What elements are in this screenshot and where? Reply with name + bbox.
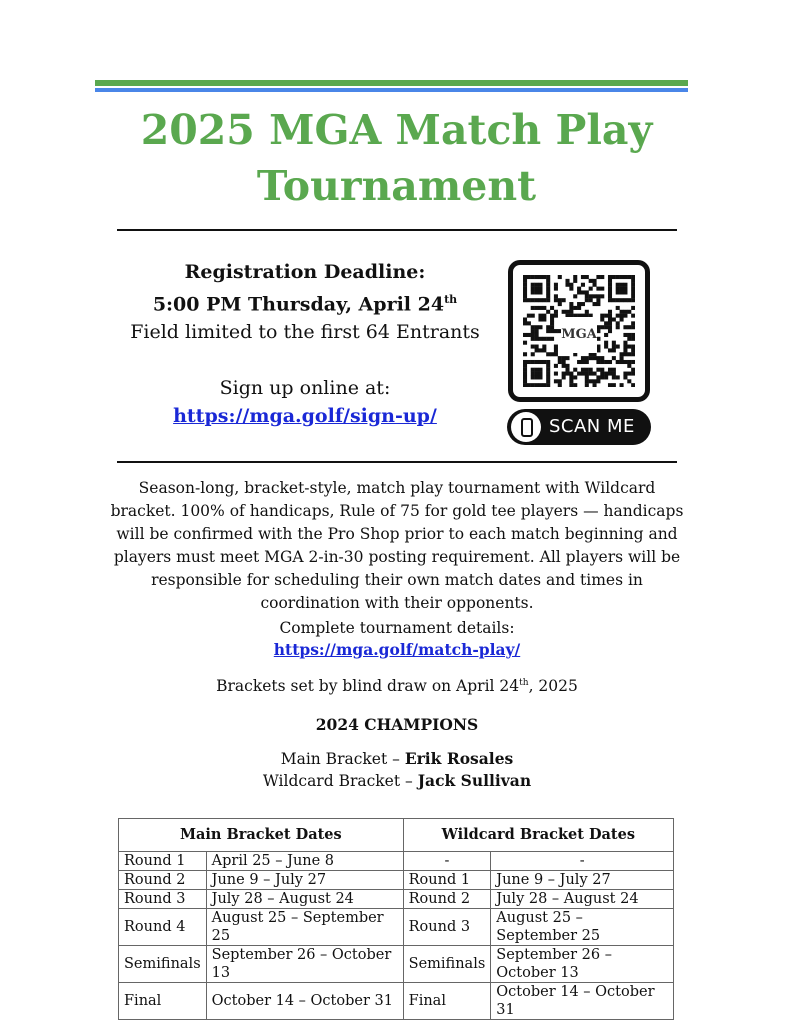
champions-heading: 2024 CHAMPIONS <box>315 715 479 734</box>
table-cell: June 9 – July 27 <box>206 871 403 890</box>
table-cell: Round 2 <box>403 890 491 909</box>
registration-deadline: 5:00 PM Thursday, April 24th <box>152 293 458 316</box>
table-row <box>119 909 674 946</box>
table-cell: September 26 – October 13 <box>206 946 403 983</box>
divider-middle <box>117 461 677 463</box>
field-limit: Field limited to the first 64 Entrants <box>130 321 480 344</box>
signup-link[interactable]: https://mga.golf/sign-up/ <box>173 405 437 428</box>
champion-main: Main Bracket – Erik Rosales <box>280 749 514 768</box>
table-cell: July 28 – August 24 <box>206 890 403 909</box>
bracket-dates-table <box>118 818 674 1020</box>
table-cell: Final <box>403 983 491 1020</box>
table-cell: October 14 – October 31 <box>206 983 403 1020</box>
divider-top <box>117 229 677 231</box>
qr-center-logo: MGA <box>561 317 597 353</box>
table-row <box>119 890 674 909</box>
table-cell: April 25 – June 8 <box>206 852 403 871</box>
scan-me-badge <box>507 409 651 445</box>
details-block <box>110 617 684 661</box>
table-cell: Final <box>119 983 207 1020</box>
table-cell: Round 2 <box>119 871 207 890</box>
registration-heading: Registration Deadline: <box>184 261 426 283</box>
table-cell: Round 1 <box>403 871 491 890</box>
signup-label: Sign up online at: <box>219 377 391 400</box>
table-row <box>119 946 674 983</box>
wildcard-bracket-header: Wildcard Bracket Dates <box>403 819 673 852</box>
table-cell: Round 4 <box>119 909 207 946</box>
table-cell: September 26 – October 13 <box>491 946 674 983</box>
details-link[interactable]: https://mga.golf/match-play/ <box>273 640 521 659</box>
main-bracket-header: Main Bracket Dates <box>119 819 404 852</box>
table-cell: June 9 – July 27 <box>491 871 674 890</box>
table-cell: August 25 – September 25 <box>491 909 674 946</box>
champion-wildcard: Wildcard Bracket – Jack Sullivan <box>262 771 532 790</box>
table-cell: July 28 – August 24 <box>491 890 674 909</box>
table-row <box>119 871 674 890</box>
table-cell: Round 1 <box>119 852 207 871</box>
page-title: 2025 MGA Match Play Tournament <box>140 106 653 210</box>
table-cell: Semifinals <box>119 946 207 983</box>
qr-code[interactable] <box>508 260 650 402</box>
champions-block <box>110 714 684 792</box>
registration-block <box>117 258 493 430</box>
header-green-bar <box>95 80 688 86</box>
table-cell: Round 3 <box>119 890 207 909</box>
header-blue-bar <box>95 88 688 92</box>
scan-me-label: SCAN ME <box>549 416 635 437</box>
table-row <box>119 852 674 871</box>
table-row <box>119 983 674 1020</box>
phone-icon <box>511 412 541 442</box>
table-cell: - <box>403 852 491 871</box>
table-cell: October 14 – October 31 <box>491 983 674 1020</box>
table-cell: - <box>491 852 674 871</box>
brackets-note: Brackets set by blind draw on April 24th, 2025 <box>216 677 578 696</box>
table-cell: August 25 – September 25 <box>206 909 403 946</box>
table-cell: Semifinals <box>403 946 491 983</box>
tournament-description: Season-long, bracket-style, match play tournament with Wildcard bracket. 100% of handicaps, Rule of 75 for gold tee players — handicaps will be confirmed with the Pro Shop prior to each match beginning and players must meet MGA 2-in-30 posting requirement. All players will be responsible for scheduling their own match dates and times in coordination with their opponents. <box>110 479 684 612</box>
details-label: Complete tournament details: <box>279 619 515 637</box>
table-cell: Round 3 <box>403 909 491 946</box>
